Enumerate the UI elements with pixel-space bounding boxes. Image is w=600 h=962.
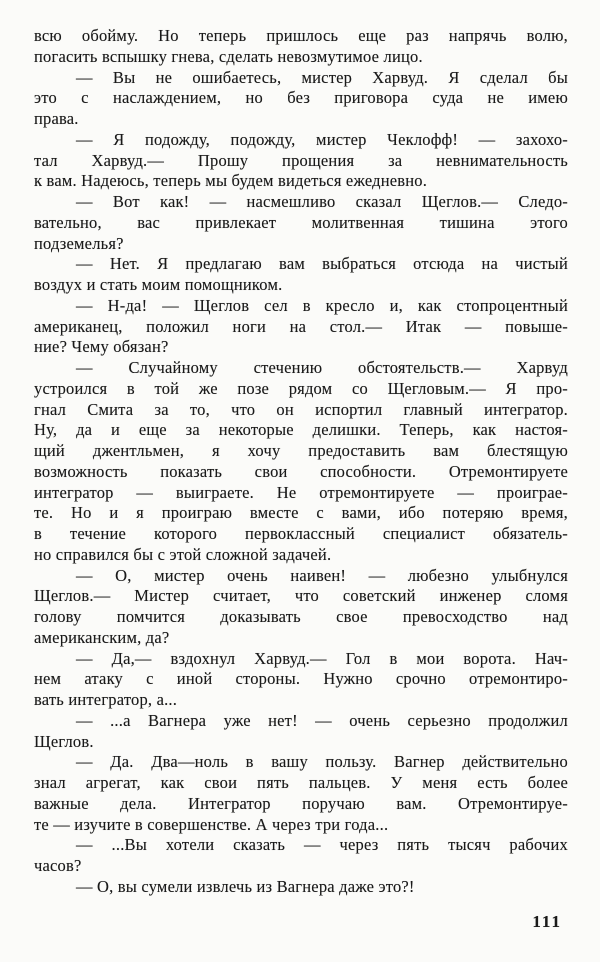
text-line: нем атаку с иной стороны. Нужно срочно отремонтиро- <box>34 669 568 689</box>
text-line: — Случайному стечению обстоятельств.— Харвуд <box>76 358 568 377</box>
text-line: Щеглов. <box>34 731 94 751</box>
text-line: в течение которого первоклассный специалист обязатель- <box>34 524 568 543</box>
text-line: — Вы не ошибаетесь, мистер Харвуд. Я сделал бы <box>76 67 568 87</box>
text-line: те — изучите в совершенстве. А через три года... <box>34 814 389 834</box>
text-line: погасить вспышку гнева, сделать невозмутимое лицо. <box>34 46 423 66</box>
text-line: — Да. Два—ноль в вашу пользу. Вагнер действительно <box>76 752 568 772</box>
text-line: — Нет. Я предлагаю вам выбраться отсюда на чистый <box>76 254 568 274</box>
text-line: всю обойму. Но теперь пришлось еще раз напрячь волю, <box>34 26 568 45</box>
text-line: — Н-да! — Щеглов сел в кресло и, как стопроцентный <box>76 295 568 315</box>
text-line: американским, да? <box>34 627 170 647</box>
text-line: Щеглов.— Мистер считает, что советский инженер сломя <box>34 586 568 606</box>
text-line: Ну, да и еще за некоторые делишки. Теперь, как настоя- <box>34 420 568 440</box>
text-line: это с наслаждением, но без приговора суда не имею <box>34 88 568 108</box>
page-text-block <box>34 26 568 898</box>
text-line: — Да,— вздохнул Харвуд.— Гол в мои ворота. Нач- <box>76 648 568 668</box>
text-line: интегратор — выиграете. Не отремонтируете — проиграе- <box>34 482 568 502</box>
text-line: воздух и стать моим помощником. <box>34 275 283 294</box>
text-line: — О, вы сумели извлечь из Вагнера даже это?! <box>76 876 415 896</box>
text-line: часов? <box>34 856 82 875</box>
text-line: гнал Смита за то, что он испортил главный интегратор. <box>34 399 568 419</box>
text-line: к вам. Надеюсь, теперь мы будем видеться ежедневно. <box>34 171 428 191</box>
text-line: важные дела. Интегратор поручаю вам. Отремонтируе- <box>34 793 568 813</box>
text-line: возможность показать свои способности. Отремонтируете <box>34 461 568 481</box>
text-line: американец, положил ноги на стол.— Итак — повыше- <box>34 316 568 336</box>
text-line: права. <box>34 109 79 128</box>
text-line: тал Харвуд.— Прошу прощения за невнимательность <box>34 150 568 170</box>
text-line: — ...Вы хотели сказать — через пять тысяч рабочих <box>76 835 568 855</box>
text-line: знал агрегат, как свои пять пальцев. У меня есть более <box>34 773 568 792</box>
text-line: — ...а Вагнера уже нет! — очень серьезно продолжил <box>76 710 568 730</box>
text-line: голову помчится доказывать свое превосходство над <box>34 607 568 626</box>
text-line: подземелья? <box>34 233 124 253</box>
page-number: 111 <box>532 912 562 931</box>
text-line: но справился бы с этой сложной задачей. <box>34 544 332 564</box>
text-line: — Я подожду, подожду, мистер Чеклофф! — захохо- <box>76 129 568 149</box>
text-line: вательно, вас привлекает молитвенная тишина этого <box>34 212 568 232</box>
text-line: те. Но и я проиграю вместе с вами, ибо потеряю время, <box>34 503 568 523</box>
text-line: щий джентльмен, я хочу предоставить вам блестящую <box>34 441 568 460</box>
text-line: ние? Чему обязан? <box>34 337 169 357</box>
text-line: вать интегратор, а... <box>34 690 178 709</box>
text-line: — Вот как! — насмешливо сказал Щеглов.— Следо- <box>76 192 568 211</box>
text-line: устроился в той же позе рядом со Щегловым.— Я про- <box>34 378 568 398</box>
text-line: — О, мистер очень наивен! — любезно улыбнулся <box>76 565 568 585</box>
